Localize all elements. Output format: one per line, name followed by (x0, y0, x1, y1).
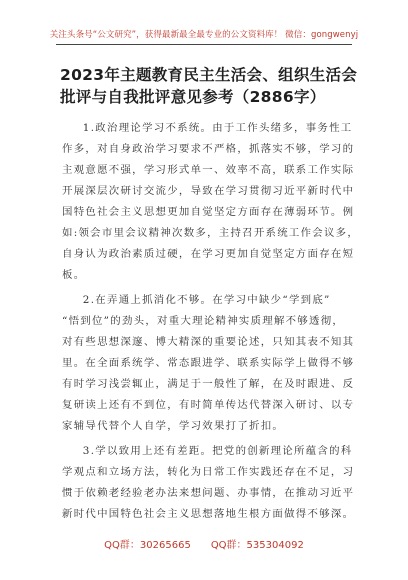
qq-group-1: QQ群：30265665 (104, 540, 191, 551)
text-line: 自身认为政治素质过硬，在学习更加自觉坚定方面存在短 (62, 248, 355, 260)
paragraph-3 (62, 441, 358, 525)
footer-contacts (0, 536, 408, 551)
title-line: 2023年主题教育民主生活会、组织生活会 (60, 66, 358, 84)
text-line: 复研读上还有不到位，有时简单传达代替深入研讨、以专 (62, 399, 355, 411)
text-line: 惯于依赖老经验老办法来想问题、办事情，在推动习近平 (62, 487, 355, 499)
document-body (62, 118, 358, 525)
text-line: 板。 (62, 269, 86, 281)
text-line: 1.政治理论学习不系统。由于工作头绪多，事务性工 (82, 122, 353, 134)
text-line: 开展深层次研讨交流少，导致在学习贯彻习近平新时代中 (62, 185, 355, 197)
qq-group-2: QQ群：535304092 (210, 540, 304, 551)
text-line: 新时代中国特色社会主义思想落地生根方面做得不够深。 (62, 508, 355, 520)
text-line: 对有些思想深邃、博大精深的重要论述，只知其表不知其 (62, 336, 355, 348)
text-line: “悟到位”的劲头，对重大理论精神实质理解不够透彻， (62, 315, 345, 327)
text-line: 作多，对自身政治学习要求不严格，抓落实不够，学习的 (62, 143, 355, 155)
text-line: 国特色社会主义思想更加自觉坚定方面存在薄弱环节。例 (62, 206, 355, 218)
text-line: 家辅导代替个人自学，学习效果打了折扣。 (62, 420, 285, 432)
text-line: 里。在全面系统学、常态跟进学、联系实际学上做得不够 (62, 357, 355, 369)
text-line: 3.学以致用上还有差距。把党的创新理论所蕴含的科 (82, 445, 353, 457)
paragraph-2 (62, 290, 358, 437)
title-line: 批评与自我批评意见参考（2886字） (60, 88, 326, 106)
text-line: 有时学习浅尝辄止，满足于一般性了解，在及时跟进、反 (62, 378, 355, 390)
text-line: 主观意愿不强，学习形式单一、效率不高，联系工作实际 (62, 164, 355, 176)
document-title (60, 64, 368, 108)
paragraph-1 (62, 118, 358, 286)
text-line: 如:领会市里会议精神次数多，主持召开系统工作会议多， (62, 227, 360, 239)
header-divider (56, 44, 352, 45)
text-line: 2.在弄通上抓消化不够。在学习中缺少“学到底” (82, 294, 331, 306)
text-line: 学观点和立场方法，转化为日常工作实践还存在不足，习 (62, 466, 355, 478)
header-notice: 关注头条号“公文研究”，获得最新最全最专业的公文资料库！ 微信：gongwenyj (49, 30, 359, 40)
